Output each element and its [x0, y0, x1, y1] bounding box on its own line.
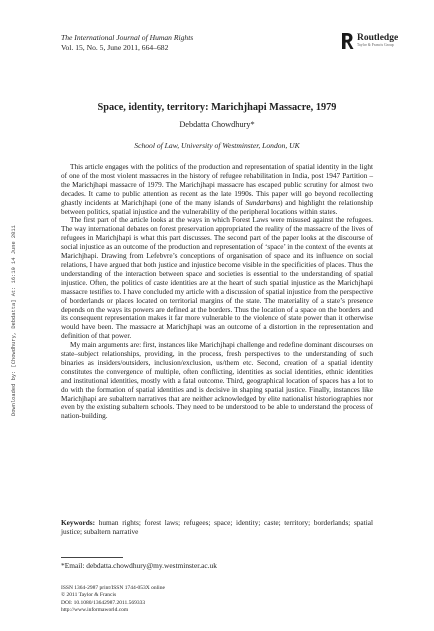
- publisher-group: Taylor & Francis Group: [357, 43, 394, 47]
- keywords-list: human rights; forest laws; refugees; space; identity; caste; territory; borderlands; spatial justice; subaltern narrative: [61, 518, 373, 536]
- journal-issue: Vol. 15, No. 5, June 2011, 664–682: [61, 43, 169, 52]
- author-email[interactable]: *Email: debdatta.chowdhury@my.westminster.ac.uk: [61, 561, 217, 570]
- journal-header: [61, 33, 193, 53]
- publisher-name: Routledge: [357, 33, 399, 43]
- author-affiliation: School of Law, University of Westminster, London, UK: [134, 141, 300, 150]
- issn-line: ISSN 1364-2987 print/ISSN 1744-053X online: [61, 585, 165, 591]
- abstract-paragraph-3: My main arguments are: first, instances like Marichjhapi challenge and redefine dominant discourses on state–subject relationships, providing, in the process, fresh perspectives to the understanding of such binaries as insiders/outsiders, inclusion/exclusion, us/them etc. Second, creation of a spatial identity constitutes the convergence of multiple, often conflicting, identities as social identities, ethnic identities and institutional identities, mostly with a fatal outcome. Third, geographical location of spaces has a lot to do with the formation of spatial identities and is decisive in shaping spatial justice. Finally, instances like Marichjhapi are subaltern narratives that are neither acknowledged by elite nationalist historiographies nor even by the existing subaltern schools. They need to be understood to be able to understand the process of nation-building.: [61, 341, 373, 421]
- routledge-logo-icon: [340, 32, 354, 50]
- abstract: [61, 163, 373, 421]
- copyright-line: © 2011 Taylor & Francis: [61, 592, 117, 599]
- publisher-logo: [340, 32, 420, 52]
- footnote-rule: [61, 557, 123, 558]
- article-title: Space, identity, territory: Marichjhapi Massacre, 1979: [97, 102, 337, 113]
- abstract-paragraph-1: This article engages with the politics of the production and representation of spatial identity in the light of one of the most violent massacres in the history of refugee rehabilitation in India, post 1947 Partition – the Marichjhapi massacre of 1979. The Marichjhapi massacre has escaped public scrutiny for almost two decades. It came to public attention as recent as the late 1990s. This paper will go beyond recollecting ghastly incidents at Marichjhapi (one of the many islands of Sundarbans) and highlight the relationship between politics, spatial injustice and the vulnerability of the peripheral locations within states.: [61, 163, 374, 216]
- doi-line: DOI: 10.1080/13642987.2011.569333: [61, 599, 146, 606]
- download-watermark: Downloaded by: [Chowdhury, Debdatta] At: 16:19 14 June 2011: [11, 225, 17, 416]
- sundarbans-italic: Sundarbans: [245, 198, 281, 207]
- journal-name: The International Journal of Human Rights: [61, 33, 194, 42]
- abstract-paragraph-2: The first part of the article looks at the ways in which Forest Laws were misused against the refugees. The way international debates on forest preservation appropriated the reality of the massacre of the lives of refugees in Marichjhapi is what this part discusses. The second part of the paper looks at the discourse of social injustice as an outcome of the production and representation of ‘space’ in the context of the events at Marichjhapi. Drawing from Lefebvre’s conceptions of organisation of space and its influence on social relations, I have argued that both justice and injustice become visible in the specificities of places. Thus the understanding of the interaction between space and societies is essential to the understanding of spatial injustice. Often, the politics of caste identities are at the heart of such spatial injustice as the Marichjhapi massacre testifies to. I have concluded my article with a discussion of spatial injustice from the perspective of borderlands or places located on territorial margins of the state. The materiality of a state’s presence depends on the ways its powers are defined at the borders. Thus the location of a space on the borders and its consequent representation makes it far more vulnerable to the violence of state power than it otherwise would have been. The massacre at Marichjhapi was an outcome of a distortion in the representation and definition of that power.: [61, 216, 373, 341]
- keywords: [61, 519, 373, 537]
- publication-footer: [61, 585, 165, 614]
- keywords-label: Keywords:: [61, 518, 96, 527]
- website-link[interactable]: http://www.informaworld.com: [61, 606, 129, 613]
- article-author: Debdatta Chowdhury*: [179, 120, 255, 129]
